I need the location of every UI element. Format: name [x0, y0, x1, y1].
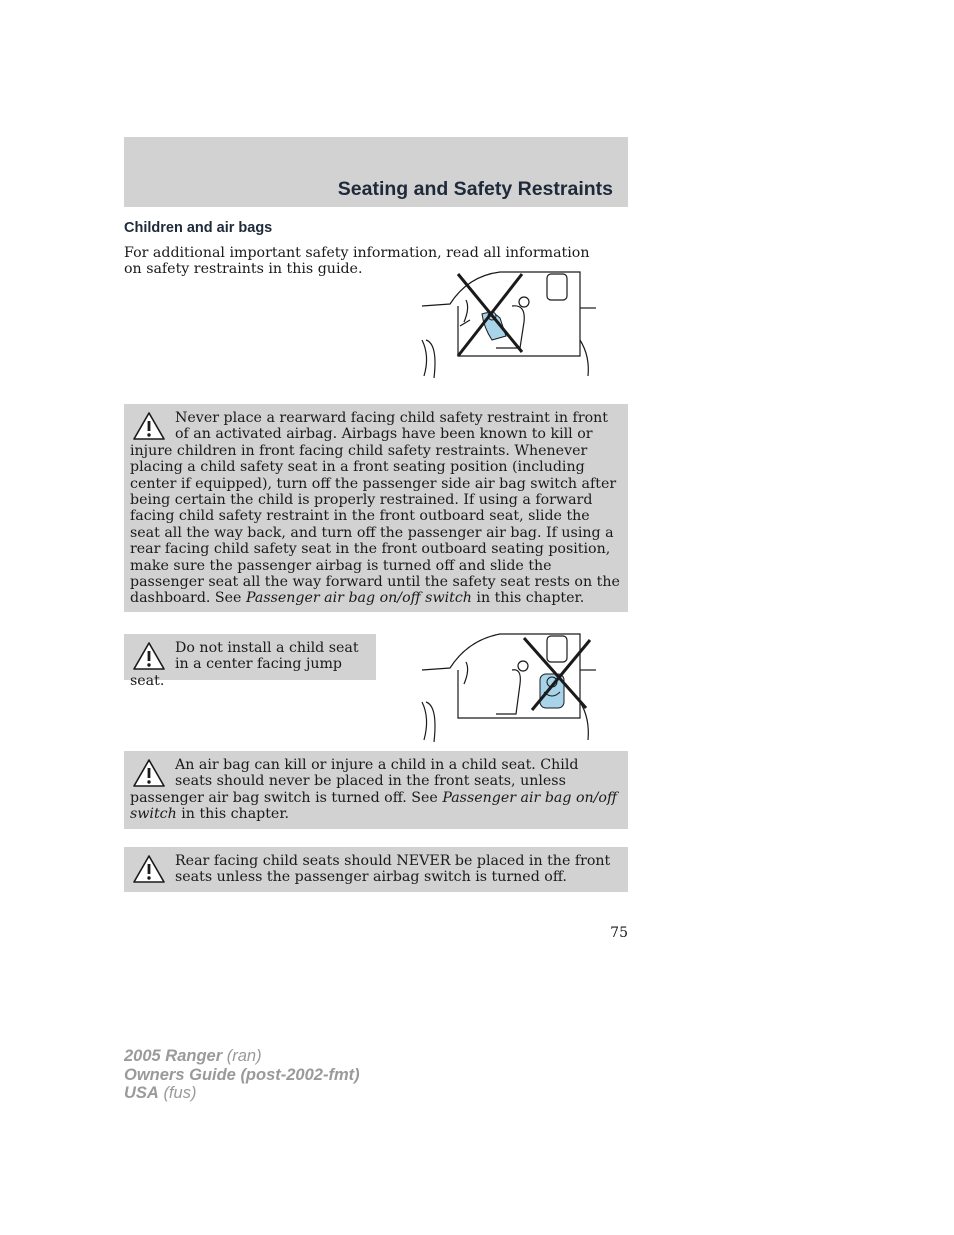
- warning-box-airbag-rear-facing: [124, 404, 628, 612]
- reference-link: Passenger air bag on/off switch: [130, 789, 618, 823]
- page-number: 75: [610, 925, 628, 941]
- warning-text: An air bag can kill or injure a child in a child seat. Child seats should never be placed in the front seats, unless passenger air bag switch is turned off. See Passenger air bag on/off switch in this chapter.: [130, 757, 618, 823]
- footer-line-model: 2005 Ranger (ran): [124, 1047, 262, 1065]
- chapter-title: Seating and Safety Restraints: [337, 178, 613, 200]
- warning-text: Rear facing child seats should NEVER be placed in the front seats unless the passenger airbag switch is turned off.: [175, 853, 611, 886]
- document-footer: [124, 1047, 360, 1103]
- illustration-jump-seat-prohibited: [420, 630, 600, 746]
- reference-link: Passenger air bag on/off switch: [245, 590, 472, 607]
- warning-triangle-icon: [132, 641, 166, 671]
- illustration-rear-facing-seat-prohibited: [420, 266, 600, 382]
- section-heading: Children and air bags: [124, 220, 273, 236]
- warning-box-rear-facing-front-seat: [124, 847, 628, 892]
- warning-triangle-icon: [132, 854, 166, 884]
- warning-box-airbag-child: [124, 751, 628, 829]
- warning-triangle-icon: [132, 411, 166, 441]
- footer-line-guide: Owners Guide (post-2002-fmt): [124, 1065, 360, 1084]
- warning-text: Never place a rearward facing child safety restraint in front of an activated airbag. Airbags have been known to kill or injure children in front facing child safety restraints. Whenever placing a child safety seat in a front seating position (including center if equipped), turn off the passenger side air bag switch after being certain the child is properly restrained. If using a forward facing child safety restraint in the front outboard seat, slide the seat all the way back, and turn off the passenger air bag. If using a rear facing child safety seat in the front outboard seating position, make sure the passenger airbag is turned off and slide the passenger seat all the way forward until the safety seat rests on the dashboard. See Passenger air bag on/off switch in this chapter.: [130, 410, 620, 607]
- warning-box-jump-seat: [124, 634, 376, 689]
- footer-line-market: USA (fus): [124, 1084, 197, 1102]
- warning-triangle-icon: [132, 758, 166, 788]
- chapter-header-band: [124, 137, 628, 207]
- warning-text: Do not install a child seat in a center facing jump seat.: [130, 640, 359, 689]
- intro-paragraph: For additional important safety information, read all information on safety restraints in this guide.: [124, 245, 590, 278]
